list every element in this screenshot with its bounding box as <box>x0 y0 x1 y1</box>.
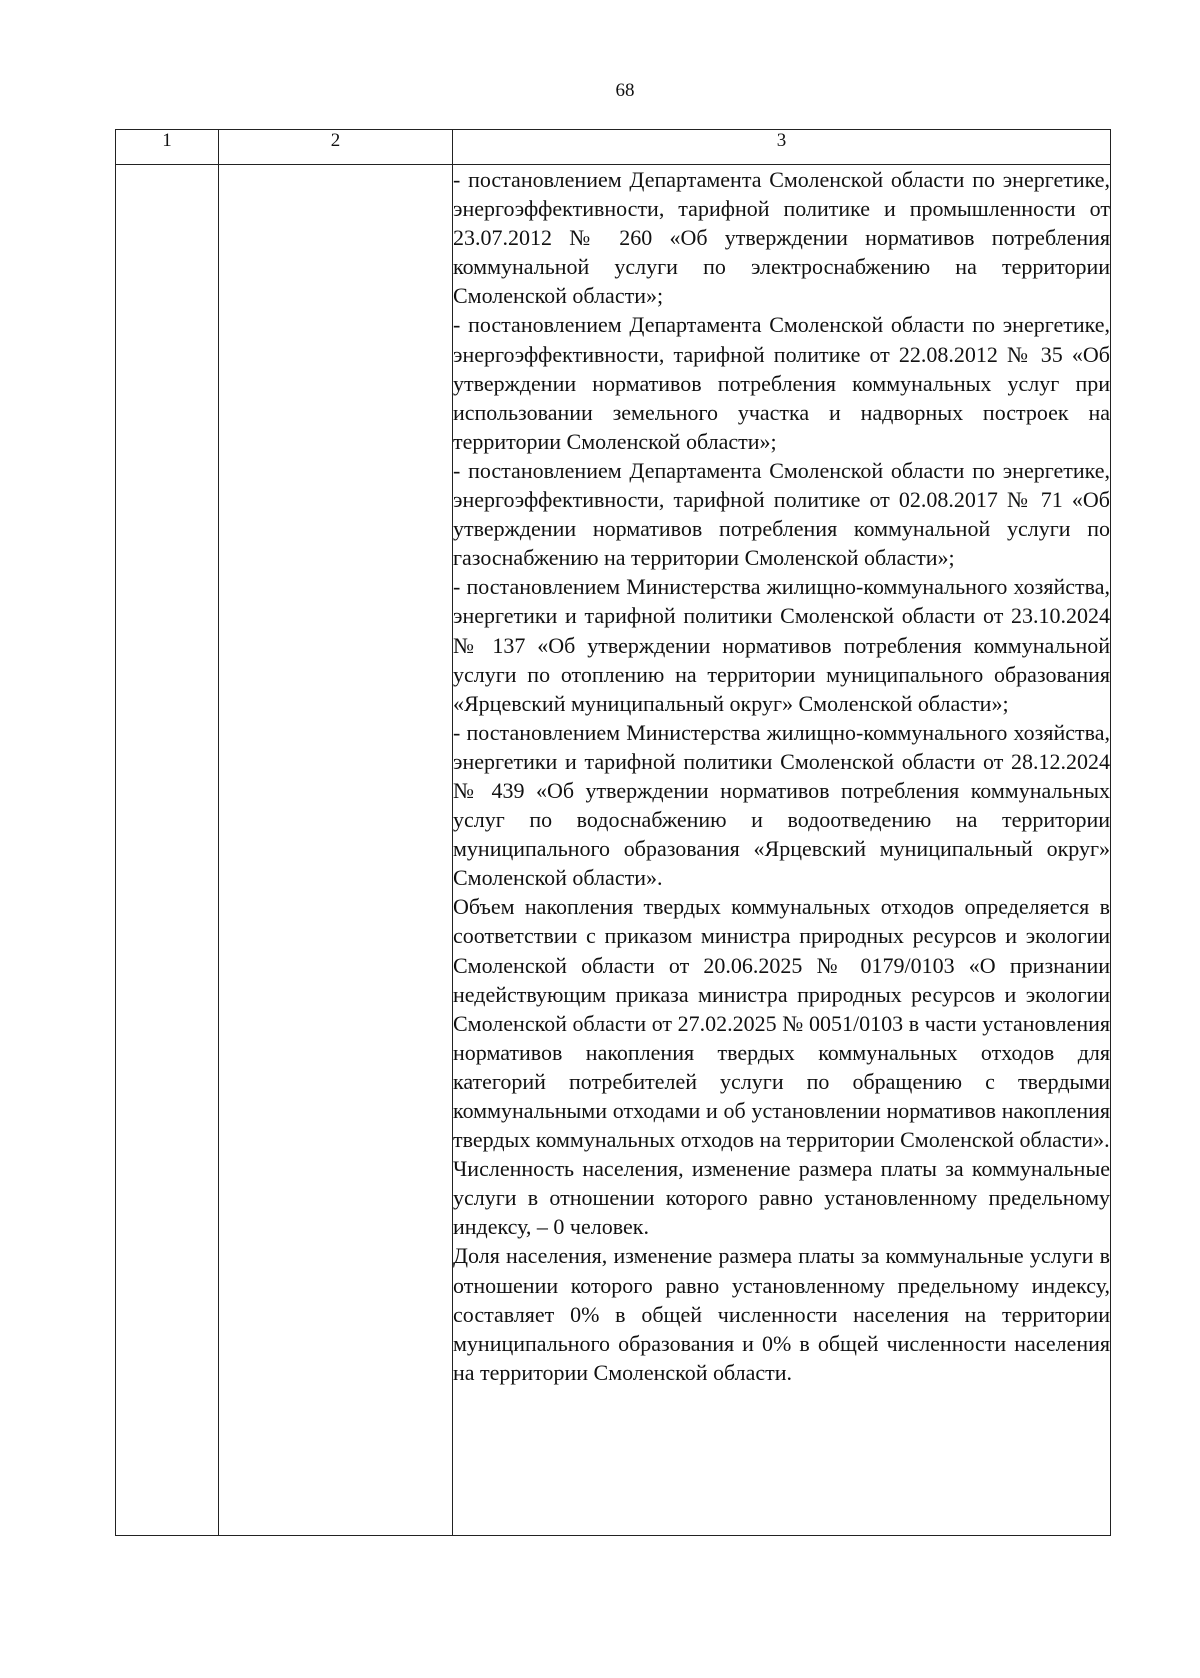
paragraph-population-count: Численность населения, изменение размера платы за коммунальные услуги в отношении которого равно установленному предельному индексу, – 0 человек. <box>453 1156 1110 1240</box>
paragraph-waste-volume: Объем накопления твердых коммунальных отходов определяется в соответствии с приказом министра природных ресурсов и экологии Смоленской области от 20.06.2025 № 0179/0103 «О признании недействующим приказа министра природных ресурсов и экологии Смоленской области от 27.02.2025 № 0051/0103 в части установления нормативов накопления твердых коммунальных отходов для категорий потребителей услуги по обращению с твердыми коммунальными отходами и об установлении нормативов накопления твердых коммунальных отходов на территории Смоленской области». <box>453 894 1110 1153</box>
document-table <box>115 129 1111 1536</box>
paragraph-resolution-71: - постановлением Департамента Смоленской области по энергетике, энергоэффективности, тарифной политике от 02.08.2017 № 71 «Об утверждении нормативов потребления коммунальной услуги по газоснабжению на территории Смоленской области»; <box>453 457 1110 571</box>
paragraph-resolution-137: - постановлением Министерства жилищно-коммунального хозяйства, энергетики и тарифной политики Смоленской области от 23.10.2024 № 137 «Об утверждении нормативов потребления коммунальной услуги по отоплению на территории муниципального образования «Ярцевский муниципальный округ» Смоленской области»; <box>453 574 1110 716</box>
paragraph-resolution-35: - постановлением Департамента Смоленской области по энергетике, энергоэффективности, тарифной политике от 22.08.2012 № 35 «Об утверждении нормативов потребления коммунальных услуг при использовании земельного участка и надворных построек на территории Смоленской области»; <box>453 312 1110 454</box>
column-2-cell <box>219 165 453 1536</box>
page-number: 68 <box>615 80 635 101</box>
table-header-row <box>116 130 1111 165</box>
table-row <box>116 165 1111 1536</box>
column-1-cell <box>116 165 219 1536</box>
column-header-1: 1 <box>116 130 219 165</box>
paragraph-resolution-439: - постановлением Министерства жилищно-коммунального хозяйства, энергетики и тарифной политики Смоленской области от 28.12.2024 № 439 «Об утверждении нормативов потребления коммунальных услуг по водоснабжению и водоотведению на территории муниципального образования «Ярцевский муниципальный округ» Смоленской области». <box>453 719 1110 891</box>
column-header-2: 2 <box>219 130 453 165</box>
column-3-cell <box>453 165 1111 1536</box>
paragraph-resolution-260: - постановлением Департамента Смоленской области по энергетике, энергоэффективности, тарифной политике и промышленности от 23.07.2012 № 260 «Об утверждении нормативов потребления коммунальной услуги по электроснабжению на территории Смоленской области»; <box>453 167 1110 309</box>
column-header-3: 3 <box>453 130 1111 165</box>
paragraph-population-share: Доля населения, изменение размера платы за коммунальные услуги в отношении которого равно установленному предельному индексу, составляет 0% в общей численности населения на территории муниципального образования и 0% в общей численности населения на территории Смоленской области. <box>453 1243 1110 1385</box>
